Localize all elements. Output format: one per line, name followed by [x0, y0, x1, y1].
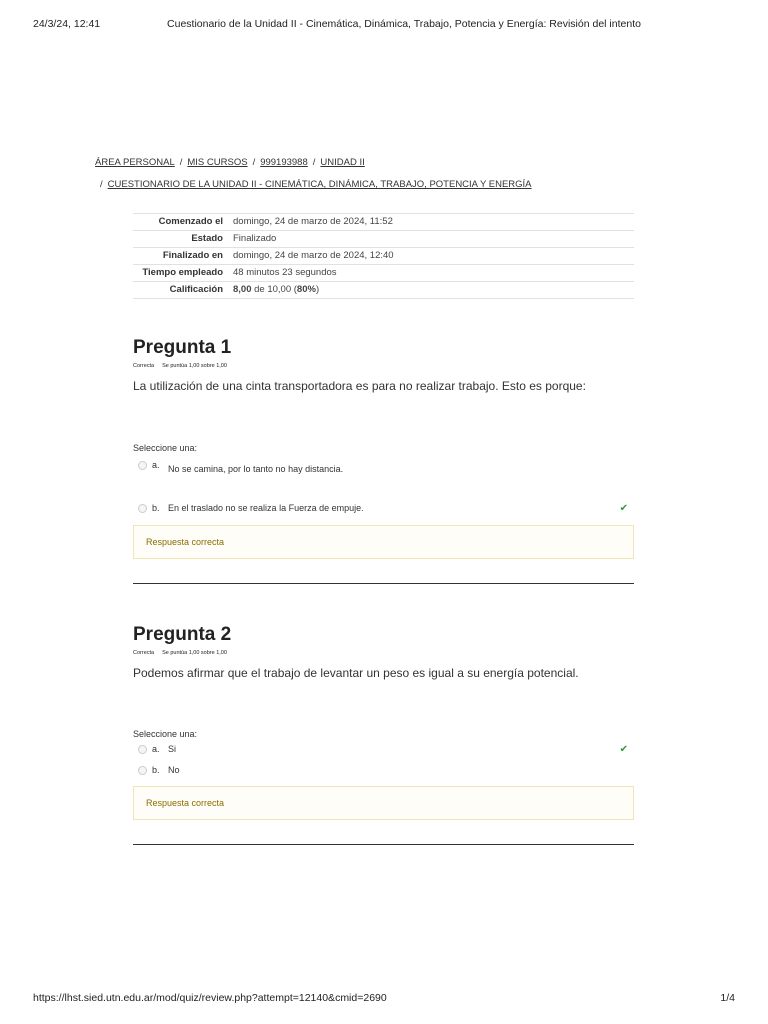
attempt-summary-table	[133, 213, 634, 299]
question-divider	[133, 844, 634, 845]
question-2	[133, 624, 634, 808]
select-prompt: Seleccione una:	[133, 443, 198, 453]
radio-icon[interactable]	[138, 745, 147, 754]
question-word: Pregunta	[133, 337, 216, 358]
question-title	[133, 337, 634, 359]
question-1	[133, 337, 634, 547]
summary-value-finished: domingo, 24 de marzo de 2024, 12:40	[233, 250, 394, 261]
summary-row	[133, 214, 634, 231]
grade-close: )	[315, 284, 320, 295]
grade-score: 8,00	[233, 284, 252, 295]
feedback-box	[133, 525, 634, 559]
feedback-box	[133, 786, 634, 820]
answer-option-b[interactable]	[133, 503, 634, 513]
breadcrumb-unidad[interactable]: UNIDAD II	[320, 157, 365, 168]
summary-value-grade	[229, 282, 634, 299]
question-points: Se puntúa 1,00 sobre 1,00	[162, 363, 227, 369]
summary-label-finished: Finalizado en	[162, 250, 223, 261]
summary-row	[133, 248, 634, 265]
radio-icon[interactable]	[138, 766, 147, 775]
radio-icon[interactable]	[138, 461, 147, 470]
answer-option-a[interactable]	[133, 744, 634, 754]
answer-letter: b.	[152, 765, 160, 775]
breadcrumb-course[interactable]: 999193988	[260, 157, 308, 168]
summary-value-state: Finalizado	[233, 233, 277, 244]
answer-text: No se camina, por lo tanto no hay distancia.	[168, 464, 344, 474]
question-status: Correcta	[133, 363, 155, 369]
print-header	[33, 18, 735, 32]
answer-option-a[interactable]	[133, 460, 634, 474]
answer-letter: a.	[152, 744, 160, 754]
print-page-number: 1/4	[720, 992, 735, 1004]
breadcrumb-separator: /	[179, 157, 183, 168]
radio-icon[interactable]	[138, 504, 147, 513]
print-title: Cuestionario de la Unidad II - Cinemática, Dinámica, Trabajo, Potencia y Energía: Revisión del intento	[167, 18, 641, 30]
answer-letter: b.	[152, 503, 160, 513]
question-divider	[133, 583, 634, 584]
breadcrumb-separator: /	[252, 157, 256, 168]
feedback-text: Respuesta correcta	[146, 537, 225, 547]
question-text: Podemos afirmar que el trabajo de levantar un peso es igual a su energía potencial.	[133, 666, 579, 680]
print-url: https://lhst.sied.utn.edu.ar/mod/quiz/review.php?attempt=12140&cmid=2690	[33, 992, 387, 1004]
breadcrumb-separator: /	[100, 179, 103, 190]
question-title	[133, 624, 634, 646]
question-points: Se puntúa 1,00 sobre 1,00	[162, 650, 227, 656]
summary-row	[133, 231, 634, 248]
breadcrumb-mis-cursos[interactable]: MIS CURSOS	[187, 157, 248, 168]
select-prompt: Seleccione una:	[133, 729, 198, 739]
summary-value-time: 48 minutos 23 segundos	[233, 267, 337, 278]
breadcrumb	[95, 157, 365, 168]
answer-text: No	[168, 765, 180, 775]
summary-label-grade: Calificación	[169, 284, 223, 295]
breadcrumb-separator: /	[312, 157, 316, 168]
grade-of: de 10,00 (	[251, 284, 297, 295]
question-number: 2	[220, 624, 232, 645]
grade-percent: 80%	[296, 284, 316, 295]
breadcrumb-line-2	[100, 179, 532, 190]
question-state	[133, 363, 634, 369]
feedback-text: Respuesta correcta	[146, 798, 225, 808]
summary-label-time: Tiempo empleado	[142, 267, 223, 278]
summary-label-started: Comenzado el	[158, 216, 223, 227]
check-icon: ✔	[619, 744, 628, 755]
answer-text: Si	[168, 744, 177, 754]
question-number: 1	[220, 337, 232, 358]
answer-text: En el traslado no se realiza la Fuerza de empuje.	[168, 503, 364, 513]
question-word: Pregunta	[133, 624, 216, 645]
breadcrumb-quiz[interactable]: CUESTIONARIO DE LA UNIDAD II - CINEMÁTICA, DINÁMICA, TRABAJO, POTENCIA Y ENERGÍA	[107, 179, 532, 190]
answer-letter: a.	[152, 460, 160, 470]
summary-row	[133, 282, 634, 299]
print-date: 24/3/24, 12:41	[33, 18, 101, 30]
summary-value-started: domingo, 24 de marzo de 2024, 11:52	[233, 216, 393, 227]
answer-option-b[interactable]	[133, 765, 634, 775]
summary-row	[133, 265, 634, 282]
check-icon: ✔	[619, 503, 628, 514]
summary-label-state: Estado	[191, 233, 223, 244]
question-status: Correcta	[133, 650, 155, 656]
question-text: La utilización de una cinta transportadora es para no realizar trabajo. Esto es porque:	[133, 379, 586, 393]
breadcrumb-area-personal[interactable]: ÁREA PERSONAL	[95, 157, 175, 168]
question-state	[133, 650, 634, 656]
